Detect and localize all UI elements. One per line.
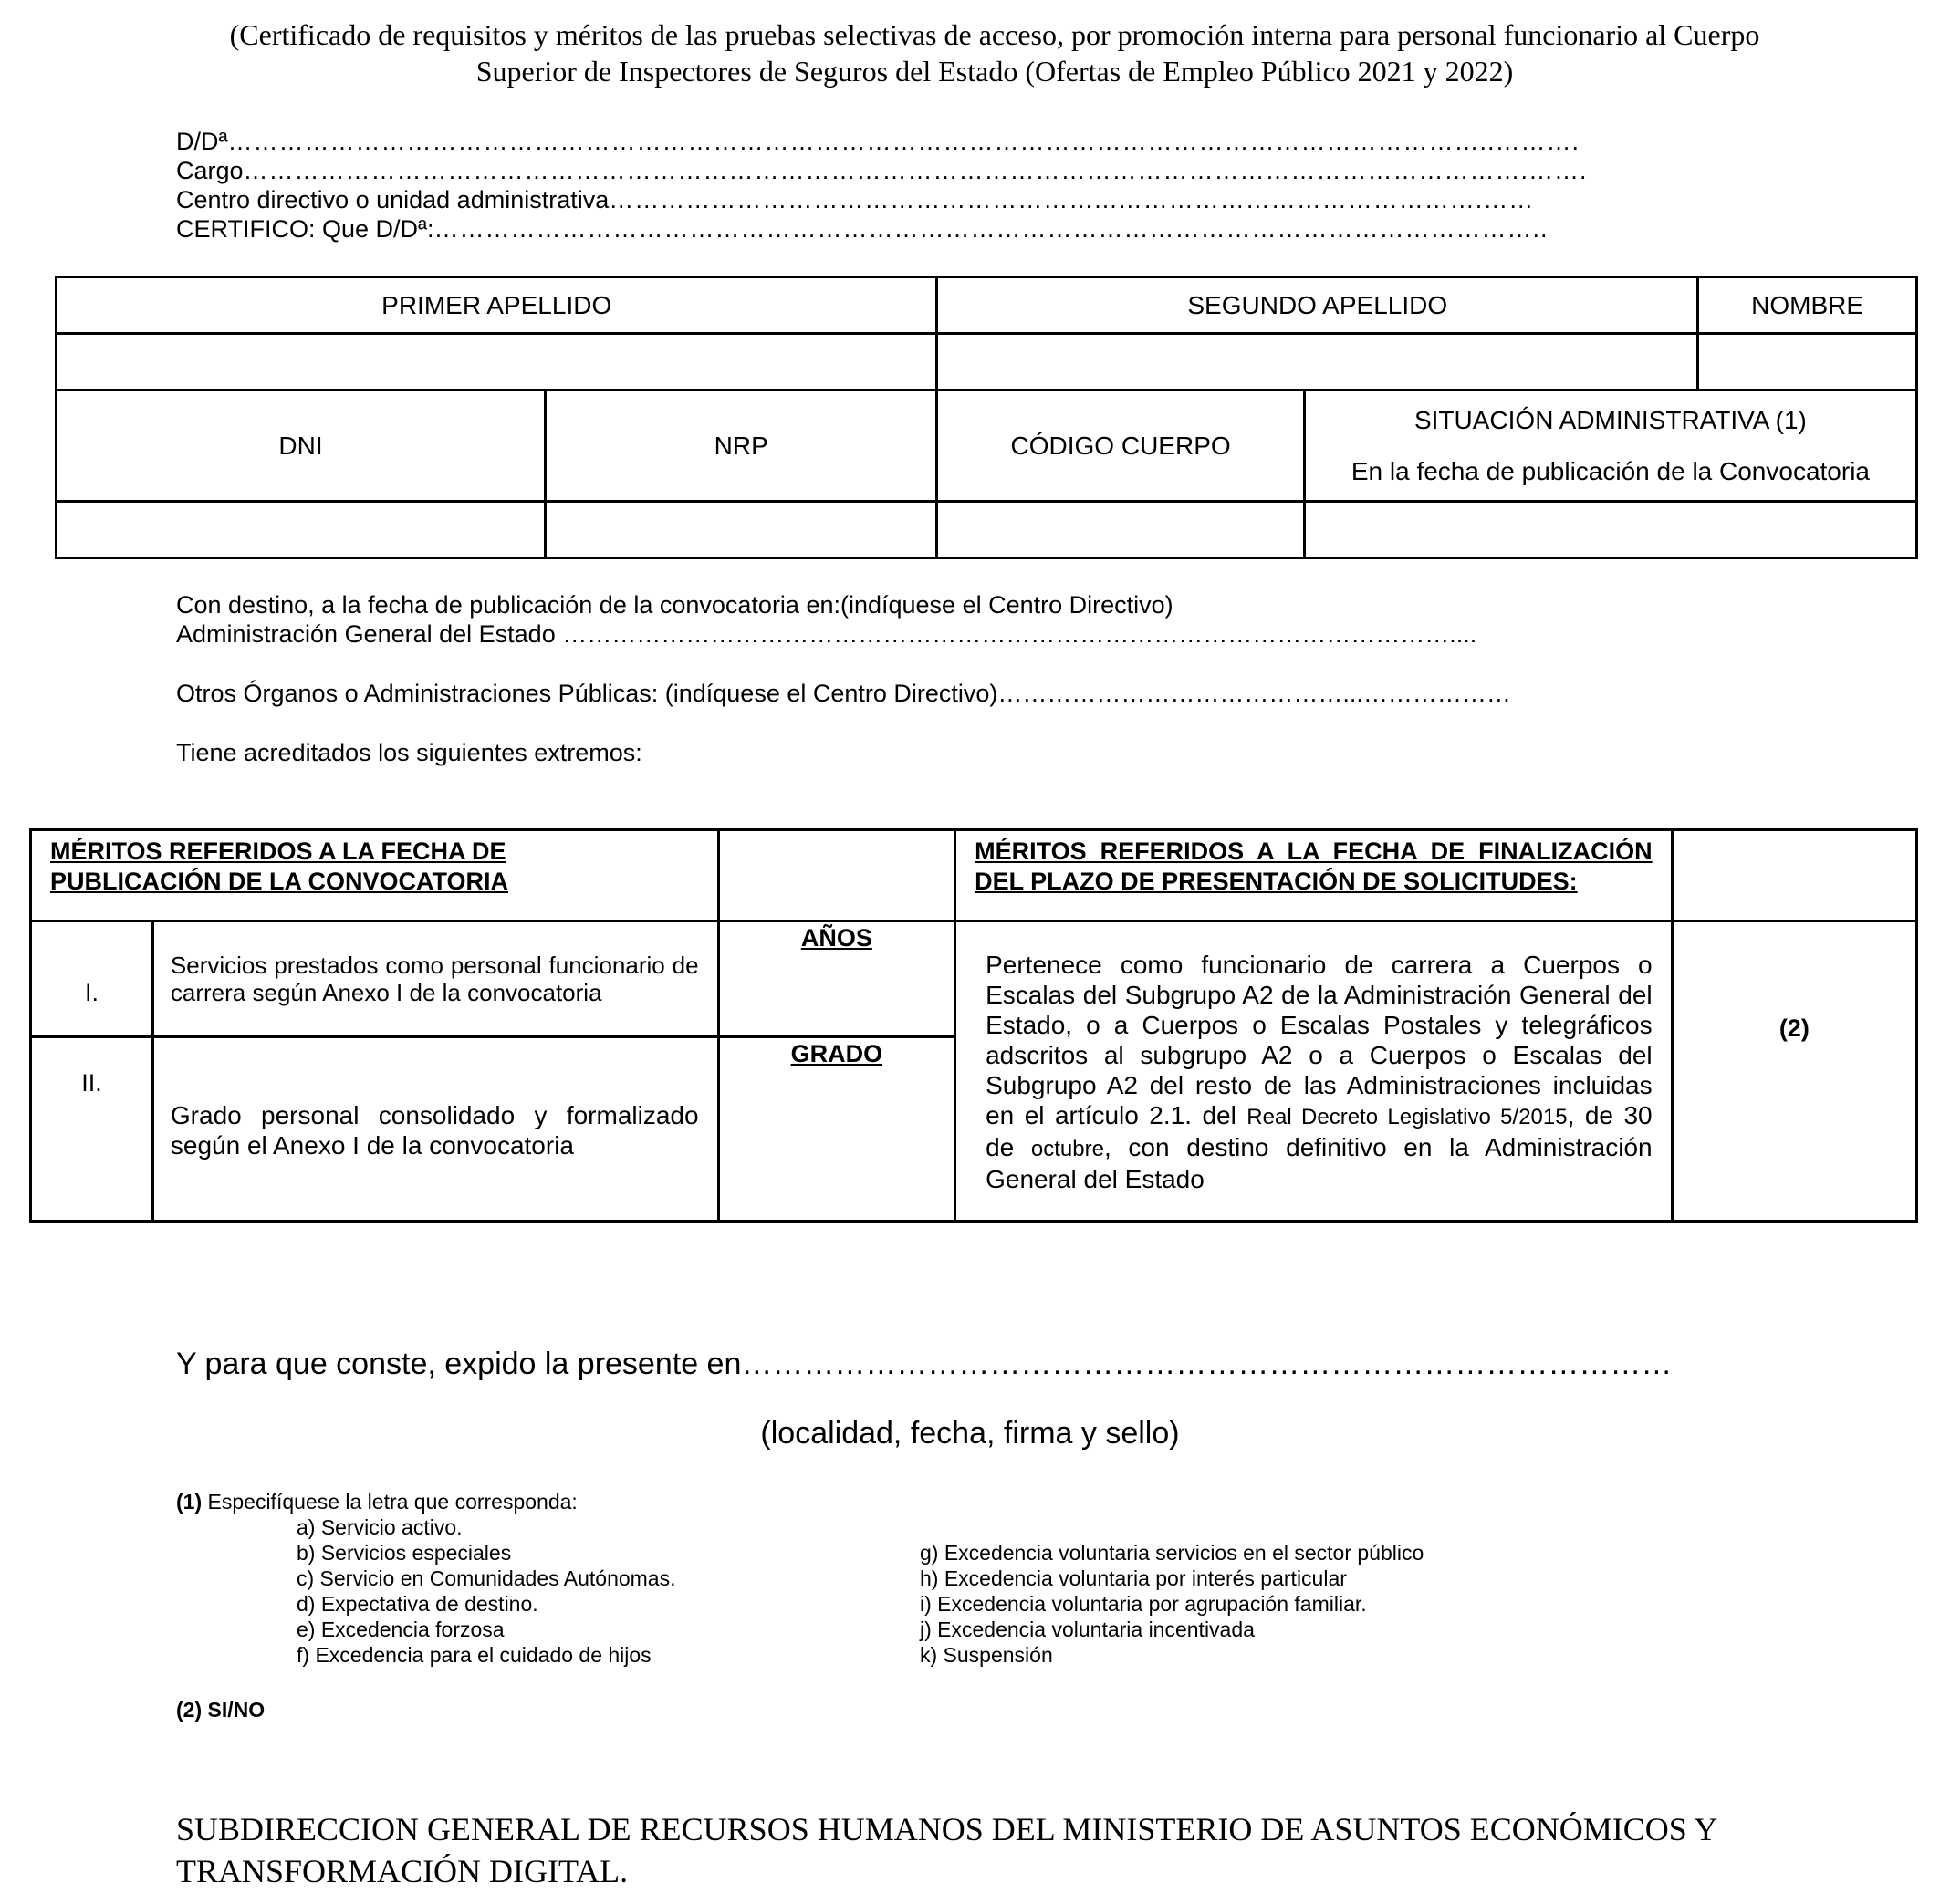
pertenece-description: Pertenece como funcionario de carrera a Cuerpos o Escalas del Subgrupo A2 de la Administración General del Estado, o a Cuerpos o Escalas Postales y telegráficos adscritos al subgrupo A2 o a Cuerpos o Escalas del Subgrupo A2 del resto de las Administraciones incluidas en el artículo 2.1. del Real Decreto Legislativo 5/2015, de 30 de octubre, con destino definitivo en la Administración General del Estado bbox=[955, 921, 1673, 1222]
nombre-header: NOMBRE bbox=[1698, 277, 1917, 334]
centro-label: Centro directivo o unidad administrativa bbox=[176, 186, 610, 213]
list-item: c) Servicio en Comunidades Autónomas. bbox=[297, 1566, 676, 1590]
row-1-description: Servicios prestados como personal funcionario de carrera según Anexo I de la convocatoria bbox=[152, 921, 718, 1037]
tiene-acreditados: Tiene acreditados los siguientes extremos: bbox=[176, 739, 642, 766]
merits-final-header: MÉRITOS REFERIDOS A LA FECHA DE FINALIZACIÓN DEL PLAZO DE PRESENTACIÓN DE SOLICITUDES: bbox=[955, 830, 1673, 921]
title-line-2: Superior de Inspectores de Seguros del Estado (Ofertas de Empleo Público 2021 y 2022) bbox=[475, 55, 1514, 88]
list-item: k) Suspensión bbox=[920, 1643, 1053, 1667]
issuing-authority-line-2: TRANSFORMACIÓN DIGITAL. bbox=[176, 1853, 629, 1889]
segundo-apellido-cell[interactable] bbox=[937, 334, 1698, 390]
dni-cell[interactable] bbox=[57, 502, 546, 558]
nombre-cell[interactable] bbox=[1698, 334, 1917, 390]
expido-dots: ……………………………………………………………………………… bbox=[741, 1347, 1673, 1381]
merits-final-header-blank bbox=[1672, 830, 1916, 921]
footnote-1-marker: (1) bbox=[176, 1490, 203, 1514]
list-item: j) Excedencia voluntaria incentivada bbox=[920, 1618, 1255, 1641]
list-item: i) Excedencia voluntaria por agrupación familiar. bbox=[920, 1592, 1367, 1616]
list-item: b) Servicios especiales bbox=[297, 1541, 512, 1565]
cargo-field bbox=[176, 157, 1588, 185]
dda-label: D/Dª bbox=[176, 128, 228, 155]
situacion-title: SITUACIÓN ADMINISTRATIVA (1) bbox=[1413, 405, 1807, 434]
list-item: f) Excedencia para el cuidado de hijos bbox=[297, 1643, 652, 1667]
situacion-subtitle: En la fecha de publicación de la Convocatoria bbox=[1351, 456, 1870, 485]
ref-2: (2) bbox=[1672, 921, 1916, 1222]
grado-label: GRADO bbox=[718, 1037, 955, 1222]
otros-label: Otros Órganos o Administraciones Públicas: (indíquese el Centro Directivo) bbox=[176, 680, 998, 707]
footnote-left-list bbox=[297, 1514, 676, 1668]
merits-publication-header: MÉRITOS REFERIDOS A LA FECHA DE PUBLICACIÓN DE LA CONVOCATORIA bbox=[31, 830, 719, 921]
list-item: a) Servicio activo. bbox=[297, 1515, 463, 1539]
footnote-1-text: Especifíquese la letra que corresponda: bbox=[202, 1490, 578, 1514]
expido-line bbox=[176, 1347, 1672, 1382]
situacion-header bbox=[1304, 390, 1916, 502]
row-2-description: Grado personal consolidado y formalizado según el Anexo I de la convocatoria bbox=[152, 1037, 718, 1222]
age-dots: ……………………………………………………………………………………………….... bbox=[562, 620, 1477, 648]
list-item: g) Excedencia voluntaria servicios en el sector público bbox=[920, 1541, 1424, 1565]
expido-label: Y para que conste, expido la presente en bbox=[176, 1347, 742, 1381]
dni-header: DNI bbox=[57, 390, 546, 502]
footnote-1 bbox=[176, 1489, 578, 1514]
nrp-header: NRP bbox=[546, 390, 937, 502]
situacion-cell[interactable] bbox=[1304, 502, 1916, 558]
age-line bbox=[176, 620, 1476, 649]
document-title bbox=[110, 16, 1880, 89]
codigo-cuerpo-cell[interactable] bbox=[937, 502, 1304, 558]
segundo-apellido-header: SEGUNDO APELLIDO bbox=[937, 277, 1698, 334]
certifico-field bbox=[176, 215, 1549, 244]
codigo-cuerpo-header: CÓDIGO CUERPO bbox=[937, 390, 1304, 502]
anos-label: AÑOS bbox=[718, 921, 955, 1037]
merits-header-blank bbox=[718, 830, 955, 921]
merits-table bbox=[29, 828, 1918, 1223]
dda-dots: …………………………………………………………………………………………………………………………………..………. bbox=[227, 128, 1580, 155]
certifico-label: CERTIFICO: Que D/Dª: bbox=[176, 215, 434, 243]
cargo-label: Cargo bbox=[176, 157, 244, 184]
row-1-number: I. bbox=[31, 921, 153, 1037]
cargo-dots: …………………………………………………………………………………………………………………………………….……. bbox=[243, 157, 1588, 184]
centro-field bbox=[176, 186, 1534, 214]
localidad-fecha-firma: (localidad, fecha, firma y sello) bbox=[760, 1416, 1180, 1451]
issuing-authority bbox=[176, 1808, 1864, 1892]
certifico-dots: ………………………………………………………………………………………………………………….. bbox=[433, 215, 1549, 243]
footnote-right-list bbox=[920, 1540, 1424, 1668]
list-item: e) Excedencia forzosa bbox=[297, 1618, 505, 1641]
footnote-2: (2) SI/NO bbox=[176, 1698, 266, 1722]
issuing-authority-line-1: SUBDIRECCION GENERAL DE RECURSOS HUMANOS DEL MINISTERIO DE ASUNTOS ECONÓMICOS Y bbox=[176, 1811, 1718, 1847]
otros-line bbox=[176, 680, 1511, 708]
list-item: d) Expectativa de destino. bbox=[297, 1592, 538, 1616]
otros-dots: ……………………………………...……………… bbox=[997, 680, 1511, 707]
row-2-number: II. bbox=[31, 1037, 153, 1222]
primer-apellido-cell[interactable] bbox=[57, 334, 937, 390]
list-item: h) Excedencia voluntaria por interés particular bbox=[920, 1566, 1347, 1590]
nrp-cell[interactable] bbox=[546, 502, 937, 558]
primer-apellido-header: PRIMER APELLIDO bbox=[57, 277, 937, 334]
destino-intro: Con destino, a la fecha de publicación de la convocatoria en:(indíquese el Centro Directivo) bbox=[176, 591, 1173, 619]
title-line-1: (Certificado de requisitos y méritos de las pruebas selectivas de acceso, por promoción interna para personal funcionario al Cuerpo bbox=[229, 18, 1760, 51]
identification-table bbox=[55, 276, 1918, 559]
centro-dots: …………………………………………………...…………………………………….…… bbox=[609, 186, 1535, 213]
age-label: Administración General del Estado bbox=[176, 620, 563, 648]
dda-field bbox=[176, 128, 1580, 156]
